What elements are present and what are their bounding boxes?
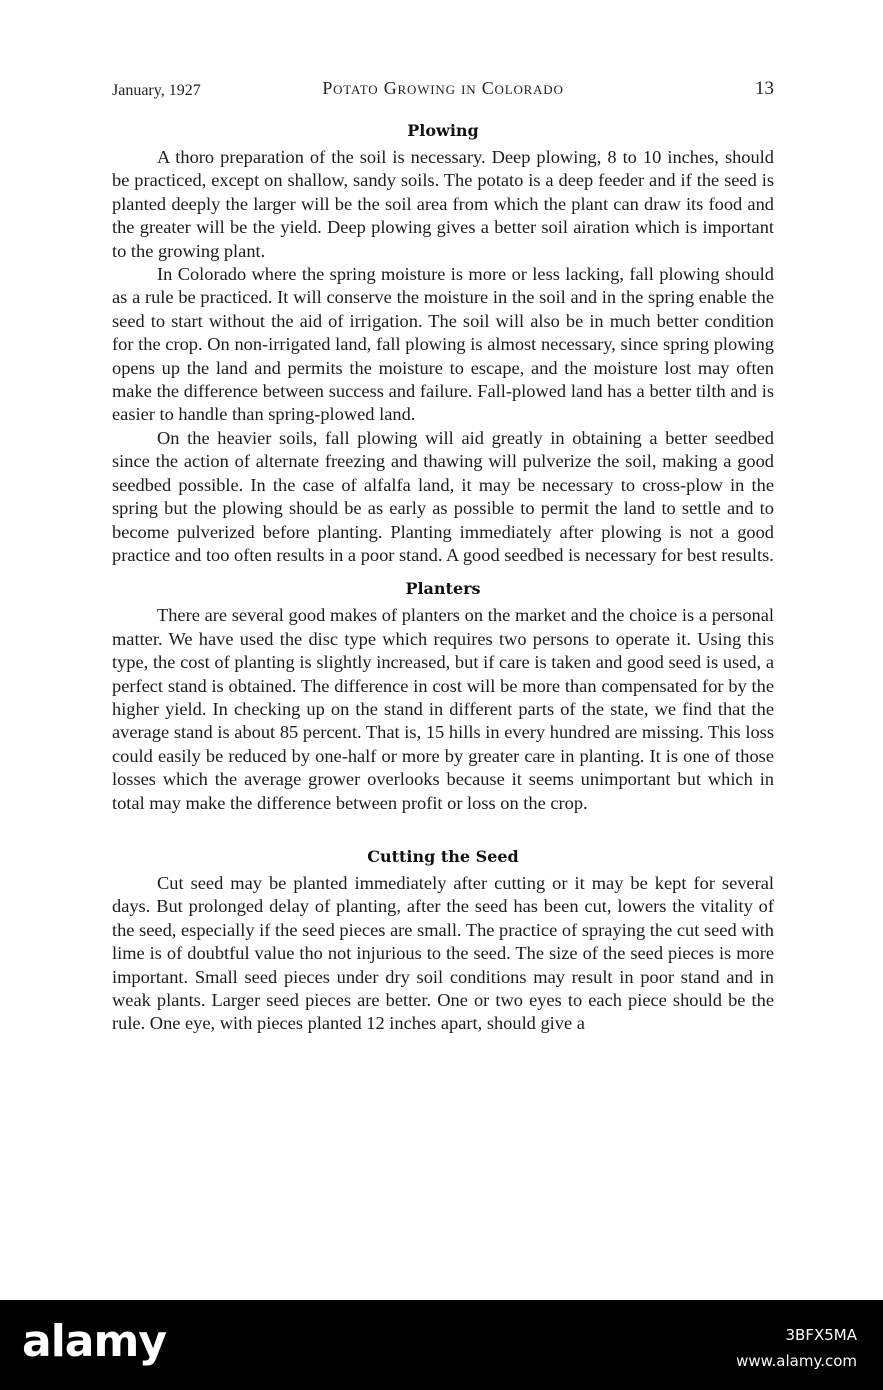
- running-head: [112, 78, 774, 102]
- alamy-logo: alamy: [22, 1316, 166, 1367]
- image-id-label: 3BFX5MA: [785, 1326, 857, 1344]
- watermark-url: www.alamy.com: [736, 1352, 857, 1370]
- page-number: 13: [755, 78, 774, 99]
- paragraph: There are several good makes of planters on the market and the choice is a personal matter. We have used the disc type which requires two persons to operate it. Using this type, the cost of planting is slightly increased, but if care is taken and good seed is used, a perfect stand is obtained. The difference in cost will be more than compensated for by the higher yield. In checking up on the stand in different parts of the state, we find that the average stand is about 85 percent. That is, 15 hills in every hundred are missing. This loss could easily be reduced by one-half or more by greater care in planting. It is one of those losses which the average grower overlooks because it seems unimportant but which in total may make the difference between profit or loss on the crop.: [112, 605, 774, 813]
- section-heading-cutting-the-seed: Cutting the Seed: [367, 846, 519, 866]
- page-body: [112, 119, 774, 1036]
- section-heading-planters: Planters: [405, 579, 481, 599]
- section-heading-plowing: Plowing: [407, 121, 479, 140]
- running-head-date: January, 1927: [112, 82, 201, 99]
- running-head-title: Potato Growing in Colorado: [322, 78, 564, 98]
- paragraph: Cut seed may be planted immediately after cutting or it may be kept for several days. But prolonged delay of planting, after the seed has been cut, lowers the vitality of the seed, especially if the seed pieces are small. The practice of spraying the cut seed with lime is of doubtful value tho not injurious to the seed. The size of the seed pieces is more important. Small seed pieces under dry soil conditions may result in poor stand and in weak plants. Larger seed pieces are better. One or two eyes to each piece should be the rule. One eye, with pieces planted 12 inches apart, should give a: [112, 872, 774, 1034]
- paragraph: In Colorado where the spring moisture is more or less lacking, fall plowing should as a rule be practiced. It will conserve the moisture in the soil and in the spring enable the seed to start without the aid of irrigation. The soil will also be in much better condition for the crop. On non-irrigated land, fall plowing is almost necessary, since spring plowing opens up the land and permits the moisture to escape, and the moisture lost may often make the difference between success and failure. Fall-plowed land has a better tilth and is easier to handle than spring-plowed land.: [112, 264, 774, 425]
- watermark-banner: [0, 1300, 883, 1390]
- paragraph: On the heavier soils, fall plowing will aid greatly in obtaining a better seedbed since the action of alternate freezing and thawing will pulverize the soil, making a good seedbed possible. In the case of alfalfa land, it may be necessary to cross-plow in the spring but the plowing should be as early as possible to permit the land to settle and to become pulverized before planting. Planting immediately after plowing is not a good practice and too often results in a poor stand. A good seedbed is necessary for best results.: [112, 427, 774, 565]
- paragraph: A thoro preparation of the soil is necessary. Deep plowing, 8 to 10 inches, should be practiced, except on shallow, sandy soils. The potato is a deep feeder and if the seed is planted deeply the larger will be the soil area from which the plant can draw its food and the greater will be the yield. Deep plowing gives a better soil airation which is important to the growing plant.: [112, 147, 774, 261]
